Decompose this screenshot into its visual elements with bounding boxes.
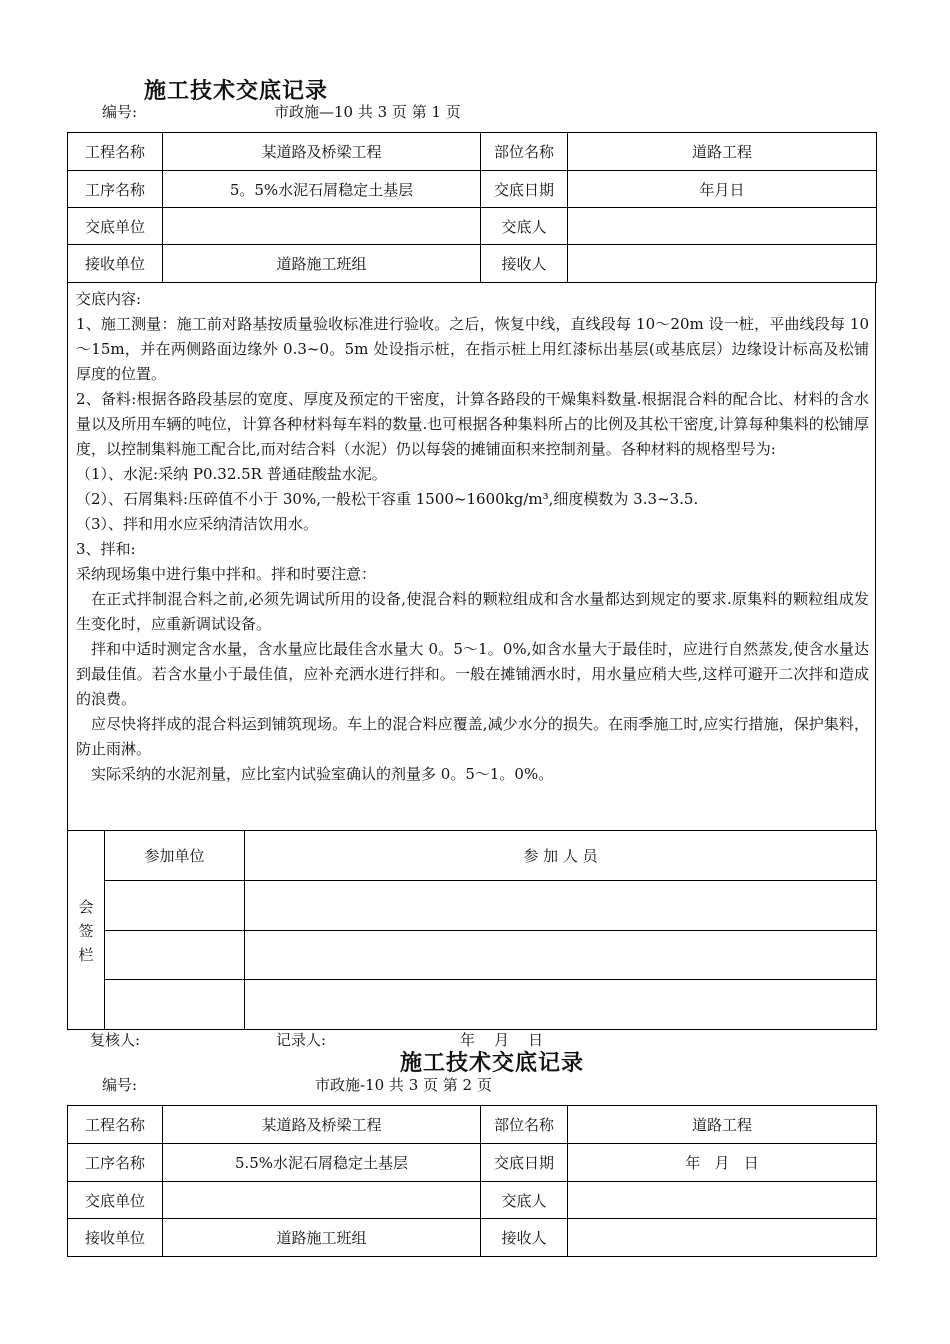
label-receiving-unit: 接收单位: [68, 1219, 163, 1257]
footer-recorder: 记录人:: [276, 1031, 327, 1049]
table-row: [105, 881, 877, 931]
sign-unit-cell[interactable]: [105, 931, 245, 980]
label-project-name: 工程名称: [68, 1106, 163, 1144]
value-receiver: [568, 1219, 877, 1257]
table-row: [68, 1219, 877, 1257]
value-receiving-unit: 道路施工班组: [163, 1219, 481, 1257]
sign-unit-cell[interactable]: [105, 980, 245, 1030]
page2-doc-code: 市政施-10 共 3 页 第 2 页: [315, 1076, 492, 1094]
value-part-name: 道路工程: [568, 1106, 877, 1144]
page1-doc-code: 市政施—10 共 3 页 第 1 页: [274, 103, 461, 121]
table-row: [68, 171, 877, 208]
table-row: [68, 133, 877, 171]
label-part-name: 部位名称: [481, 133, 568, 171]
content-paragraph-moisture: 拌和中适时测定含水量，含水量应比最佳含水量大 0。5～1。0%,如含水量大于最佳时，应进行自然蒸发,使含水量达到最佳值。若含水量小于最佳值，应补充洒水进行拌和。一般在摊铺洒水时，用水量应稍大些,这样可避开二次拌和造成的浪费。: [76, 640, 869, 708]
sign-col-unit: 参加单位: [105, 831, 245, 881]
value-process-name: 5.5%水泥石屑稳定土基层: [163, 1144, 481, 1182]
table-row: [68, 1106, 877, 1144]
table-row: [105, 980, 877, 1030]
sign-off-side-cell: [67, 830, 105, 1030]
page2-title: 施工技术交底记录: [400, 1050, 585, 1076]
disclosure-content: [76, 287, 869, 787]
table-row: [68, 1182, 877, 1219]
label-disclosure-unit: 交底单位: [68, 1182, 163, 1219]
page1-title: 施工技术交底记录: [144, 78, 329, 104]
content-heading: 交底内容:: [76, 290, 142, 308]
table-row: [105, 831, 877, 881]
value-disclosure-date: 年 月 日: [568, 1144, 877, 1182]
page1-info-table: [67, 132, 877, 283]
footer-date: 年 月 日: [460, 1031, 544, 1049]
content-item-aggregate: （2）、石屑集料:压碎值不小于 30%,一般松干容重 1500~1600kg/m³,细度模数为 3.3~3.5.: [76, 490, 699, 508]
value-disclosure-unit: [163, 208, 481, 245]
label-disclosure-date: 交底日期: [481, 1144, 568, 1182]
content-paragraph-transport: 应尽快将拌成的混合料运到铺筑现场。车上的混合料应覆盖,减少水分的损失。在雨季施工时,应实行措施，保护集料，防止雨淋。: [76, 715, 869, 758]
content-item-water: （3）、拌和用水应采纳清洁饮用水。: [76, 515, 319, 533]
page2-info-table: [67, 1105, 877, 1257]
label-process-name: 工序名称: [68, 171, 163, 208]
label-disclosure-date: 交底日期: [481, 171, 568, 208]
table-row: [68, 208, 877, 245]
content-paragraph-survey: 1、施工测量：施工前对路基按质量验收标准进行验收。之后，恢复中线，直线段每 10～20m 设一桩，平曲线段每 10～15m，并在两侧路面边缘外 0.3~0。5m 处设指示桩，在指示桩上用红漆标出基层(或基底层）边缘设计标高及松铺厚度的位置。: [76, 315, 869, 383]
label-disclosure-unit: 交底单位: [68, 208, 163, 245]
sign-col-people: 参 加 人 员: [245, 831, 877, 881]
value-receiver: [568, 245, 877, 283]
sign-off-label-2: 签: [78, 922, 94, 940]
label-process-name: 工序名称: [68, 1144, 163, 1182]
footer-reviewer: 复核人:: [90, 1031, 141, 1049]
sign-off-label-1: 会: [78, 898, 94, 916]
label-project-name: 工程名称: [68, 133, 163, 171]
value-discloser: [568, 208, 877, 245]
label-discloser: 交底人: [481, 208, 568, 245]
value-part-name: 道路工程: [568, 133, 877, 171]
value-discloser: [568, 1182, 877, 1219]
label-receiver: 接收人: [481, 245, 568, 283]
sign-people-cell[interactable]: [245, 881, 877, 931]
value-project-name: 某道路及桥梁工程: [163, 1106, 481, 1144]
page2-number-label: 编号:: [102, 1076, 138, 1094]
content-mixing-intro: 采纳现场集中进行集中拌和。拌和时要注意：: [76, 565, 377, 583]
content-paragraph-materials: 2、备料:根据各路段基层的宽度、厚度及预定的干密度，计算各路段的干燥集料数量.根据混合料的配合比、材料的含水量以及所用车辆的吨位，计算各种材料每车料的数量.也可根据各种集料所占的比例及其松干密度,计算每种集料的松铺厚度，以控制集料施工配合比,而对结合料（水泥）仍以每袋的摊铺面积来控制剂量。各种材料的规格型号为:: [76, 390, 869, 458]
value-receiving-unit: 道路施工班组: [163, 245, 481, 283]
sign-people-cell[interactable]: [245, 980, 877, 1030]
value-project-name: 某道路及桥梁工程: [163, 133, 481, 171]
label-receiving-unit: 接收单位: [68, 245, 163, 283]
label-part-name: 部位名称: [481, 1106, 568, 1144]
content-item-cement: （1）、水泥:采纳 P0.32.5R 普通硅酸盐水泥。: [76, 465, 387, 483]
value-process-name: 5。5%水泥石屑稳定土基层: [163, 171, 481, 208]
sign-people-cell[interactable]: [245, 931, 877, 980]
content-paragraph-equipment: 在正式拌制混合料之前,必须先调试所用的设备,使混合料的颗粒组成和含水量都达到规定的要求.原集料的颗粒组成发生变化时，应重新调试设备。: [76, 590, 869, 633]
page1-number-label: 编号:: [102, 103, 138, 121]
value-disclosure-date: 年月日: [568, 171, 877, 208]
value-disclosure-unit: [163, 1182, 481, 1219]
table-row: [68, 245, 877, 283]
table-row: [105, 931, 877, 980]
label-receiver: 接收人: [481, 1219, 568, 1257]
content-section-mixing: 3、拌和:: [76, 540, 136, 558]
disclosure-content-box: [67, 282, 876, 831]
sign-off-label-3: 栏: [78, 946, 94, 964]
table-row: [68, 1144, 877, 1182]
label-discloser: 交底人: [481, 1182, 568, 1219]
content-paragraph-dosage: 实际采纳的水泥剂量，应比室内试验室确认的剂量多 0。5～1。0%。: [91, 765, 554, 783]
sign-unit-cell[interactable]: [105, 881, 245, 931]
sign-off-table: [104, 830, 877, 1030]
